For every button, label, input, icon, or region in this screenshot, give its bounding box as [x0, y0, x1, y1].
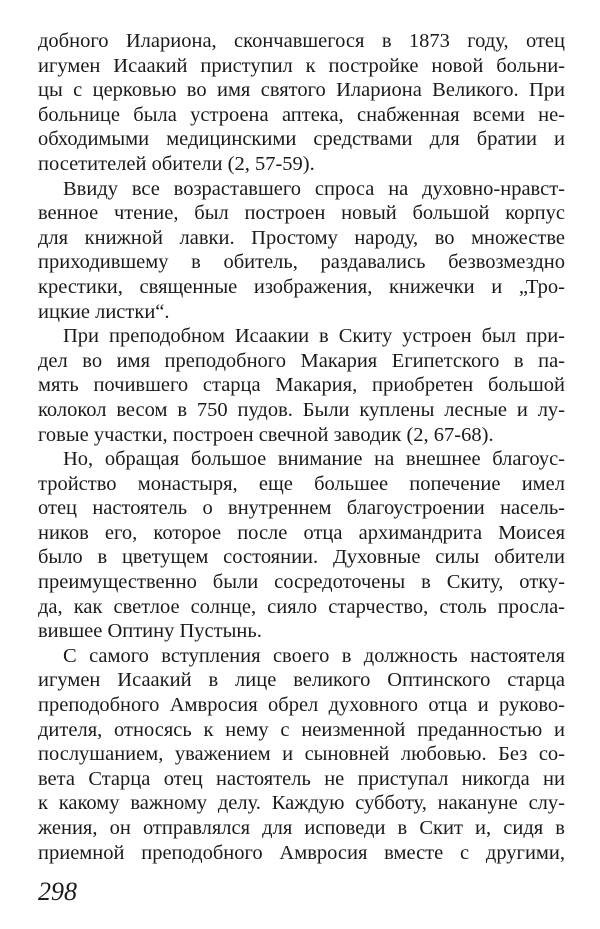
text-line: игумен Исаакий приступил к постройке новой больни- — [38, 54, 565, 77]
text-line: Но, обращая большое внимание на внешнее благоус- — [63, 448, 565, 471]
text-line: дителя, относясь к нему с неизменной преданностью и — [38, 718, 565, 741]
text-line: колокол весом в 750 пудов. Были куплены лесные и лу- — [38, 398, 565, 421]
text-line: послушанием, уважением и сыновней любовью. Без со- — [38, 743, 565, 766]
text-line: вившее Оптину Пустынь. — [38, 620, 262, 643]
text-line: посетителей обители (2, 57-59). — [38, 152, 315, 175]
text-line: венное чтение, был построен новый большой корпус — [38, 202, 565, 225]
text-line: отец настоятель о внутреннем благоустроении насель- — [38, 497, 565, 520]
text-line: для книжной лавки. Простому народу, во множестве — [38, 226, 565, 249]
text-line: ников его, которое после отца архимандрита Моисея — [38, 521, 565, 544]
text-line: ицкие листки“. — [38, 300, 170, 323]
page-body-text — [38, 29, 565, 865]
text-line: к какому важному делу. Каждую субботу, накануне слу- — [38, 792, 565, 815]
text-line: преподобного Амвросия обрел духовного отца и руково- — [38, 694, 565, 717]
text-line: преимущественно были сосредоточены в Скиту, отку- — [38, 571, 565, 594]
text-line: тройство монастыря, еще большее попечение имел — [38, 472, 565, 495]
text-line: говые участки, построен свечной заводик (2, 67-68). — [38, 423, 494, 446]
text-line: приходившему в обитель, раздавались безвозмездно — [38, 251, 565, 274]
text-line: дел во имя преподобного Макария Египетского в па- — [38, 349, 565, 372]
page-number: 298 — [38, 877, 77, 907]
text-line: крестики, священные изображения, книжечки и „Тро- — [38, 275, 565, 298]
text-line: больнице была устроена аптека, снабженная всеми не- — [38, 103, 565, 126]
text-line: игумен Исаакий в лице великого Оптинского старца — [38, 669, 565, 692]
text-line: да, как светлое солнце, сияло старчество, столь просла- — [38, 595, 565, 618]
text-line: Ввиду все возраставшего спроса на духовно-нравст- — [63, 177, 565, 200]
text-line: приемной преподобного Амвросия вместе с другими, — [38, 841, 565, 864]
text-line: жения, он отправлялся для исповеди в Скит и, сидя в — [38, 817, 565, 839]
text-line: цы с церковью во имя святого Илариона Великого. При — [38, 79, 565, 102]
text-line: вета Старца отец настоятель не приступал никогда ни — [38, 767, 565, 790]
text-line: добного Илариона, скончавшегося в 1873 году, отец — [38, 30, 565, 52]
text-line: было в цветущем состоянии. Духовные силы обители — [38, 546, 565, 569]
text-line: При преподобном Исаакии в Скиту устроен был при- — [63, 325, 565, 348]
text-line: мять почившего старца Макария, приобретен большой — [38, 374, 565, 397]
text-line: С самого вступления своего в должность настоятеля — [63, 644, 565, 667]
text-line: обходимыми медицинскими средствами для братии и — [38, 128, 565, 151]
